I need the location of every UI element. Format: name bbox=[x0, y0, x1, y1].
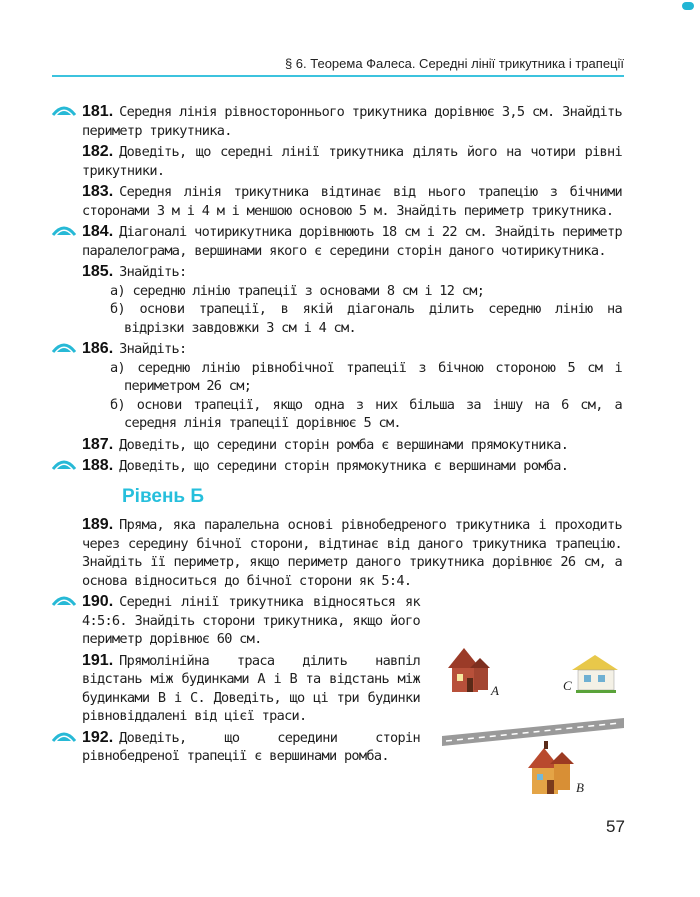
eye-marker-icon bbox=[52, 223, 76, 238]
problem-183 bbox=[82, 183, 622, 220]
houses-drawing bbox=[440, 640, 630, 810]
eye-marker-icon bbox=[52, 103, 76, 118]
problem-number: 182. bbox=[82, 143, 114, 160]
problem-number: 183. bbox=[82, 183, 114, 200]
eye-marker-icon bbox=[52, 593, 76, 608]
page-number: 57 bbox=[606, 817, 625, 836]
house-c-icon bbox=[572, 655, 618, 693]
problem-190 bbox=[82, 593, 420, 649]
problem-186 bbox=[82, 340, 622, 433]
problem-number: 184. bbox=[82, 223, 114, 240]
problem-number: 192. bbox=[82, 728, 114, 746]
eye-marker-icon bbox=[52, 457, 76, 472]
problem-182 bbox=[82, 143, 622, 180]
problem-text: Пряма, яка паралельна основі рівнобедреного трикутника і проходить через середину бічної сторони, відтинає від даного трикутника трапецію. Знайдіть її периметр, якщо периметр даного трикутника дорівнює 26 см, а основа відноситься до бічної сторони як 5:4. bbox=[82, 517, 622, 589]
problem-number: 190. bbox=[82, 593, 114, 610]
houses-illustration bbox=[440, 640, 630, 810]
problem-181 bbox=[82, 103, 622, 140]
house-a-label: A bbox=[491, 683, 499, 698]
corner-mark bbox=[682, 2, 694, 10]
problem-text: Знайдіть: bbox=[119, 341, 187, 357]
problem-text: Середня лінія рівностороннього трикутника дорівнює 3,5 см. Знайдіть периметр трикутника. bbox=[82, 104, 622, 139]
header-rule bbox=[52, 75, 624, 77]
problem-187 bbox=[82, 436, 622, 455]
eye-marker-icon bbox=[52, 340, 76, 355]
road-icon bbox=[442, 718, 624, 746]
problem-number: 191. bbox=[82, 651, 114, 669]
problem-189 bbox=[82, 516, 622, 590]
problem-text: Середні лінії трикутника відносяться як 4:5:6. Знайдіть сторони трикутника, якщо його периметр дорівнює 60 см. bbox=[82, 594, 420, 647]
problem-185 bbox=[82, 263, 622, 337]
problem-text: Діагоналі чотирикутника дорівнюють 18 см і 22 см. Знайдіть периметр паралелограма, вершинами якого є середини сторін даного чотирикутника. bbox=[82, 224, 622, 259]
problem-number: 187. bbox=[82, 435, 114, 453]
problem-text: Доведіть, що середні лінії трикутника ділять його на чотири рівні трикутники. bbox=[82, 144, 622, 179]
problem-text: Прямолінійна траса ділить навпіл відстань між будинками A і B та відстань між будинками B і C. Доведіть, що ці три будинки рівновіддалені від цієї траси. bbox=[82, 652, 420, 724]
problem-text: Доведіть, що середини сторін прямокутника є вершинами ромба. bbox=[119, 458, 569, 474]
running-header: § 6. Теорема Фалеса. Середні лінії трикутника і трапеції bbox=[284, 56, 624, 71]
problem-number: 186. bbox=[82, 340, 114, 357]
problem-text: Доведіть, що середини сторін рівнобедреної трапеції є вершинами ромба. bbox=[82, 729, 420, 764]
problem-191 bbox=[82, 652, 420, 726]
eye-marker-icon bbox=[52, 729, 76, 744]
subitem-a: а) середню лінію рівнобічної трапеції з бічною стороною 5 см і периметром 26 см; bbox=[110, 359, 622, 394]
problem-text: Доведіть, що середини сторін ромба є вершинами прямокутника. bbox=[119, 436, 569, 453]
house-a-icon bbox=[448, 648, 490, 692]
subitem-b: б) основи трапеції, якщо одна з них більша за іншу на 6 см, а середня лінія трапеції дорівнює 5 см. bbox=[110, 396, 622, 431]
problem-number: 185. bbox=[82, 263, 114, 280]
problem-184 bbox=[82, 223, 622, 260]
house-b-label: B bbox=[576, 780, 584, 795]
subitem-b: б) основи трапеції, в якій діагональ ділить середню лінію на відрізки завдовжки 3 см і 4 см. bbox=[110, 301, 622, 336]
problem-188 bbox=[82, 457, 622, 476]
problem-number: 181. bbox=[82, 103, 114, 120]
problem-text: Знайдіть: bbox=[119, 264, 187, 280]
problem-text: Середня лінія трикутника відтинає від нього трапецію з бічними сторонами 3 м і 4 м і меншою основою 5 м. Знайдіть периметр трикутника. bbox=[82, 184, 622, 219]
house-b-icon bbox=[528, 741, 574, 794]
problem-number: 188. bbox=[82, 457, 114, 474]
subitem-a: а) середню лінію трапеції з основами 8 см і 12 см; bbox=[110, 282, 485, 299]
problem-number: 189. bbox=[82, 516, 114, 533]
problem-192 bbox=[82, 729, 420, 766]
house-c-label: C bbox=[563, 678, 572, 693]
level-b-heading: Рівень Б bbox=[122, 485, 205, 507]
